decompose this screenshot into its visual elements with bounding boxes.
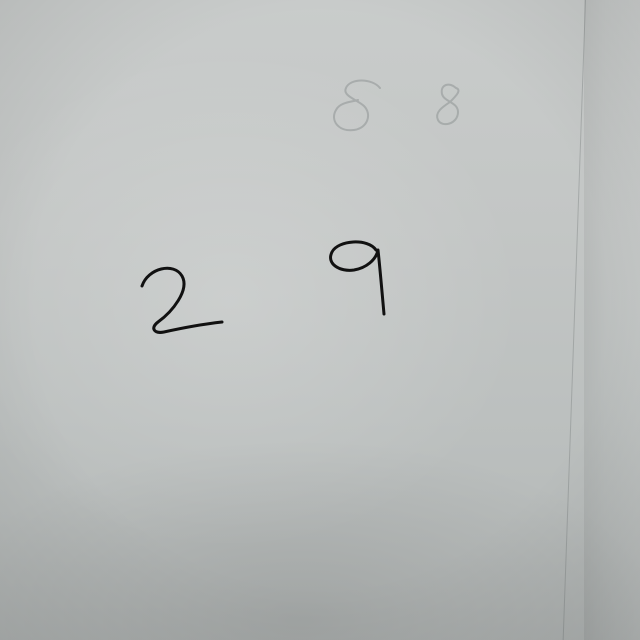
paper-edge-line [563,0,586,640]
paper-edge-shadow [584,0,640,640]
faint-digit-right-text [0,0,1,1]
faint-digit-left-text [0,0,1,1]
handwritten-digit-2-text [0,0,1,1]
handwritten-digit-9-text [0,0,1,1]
